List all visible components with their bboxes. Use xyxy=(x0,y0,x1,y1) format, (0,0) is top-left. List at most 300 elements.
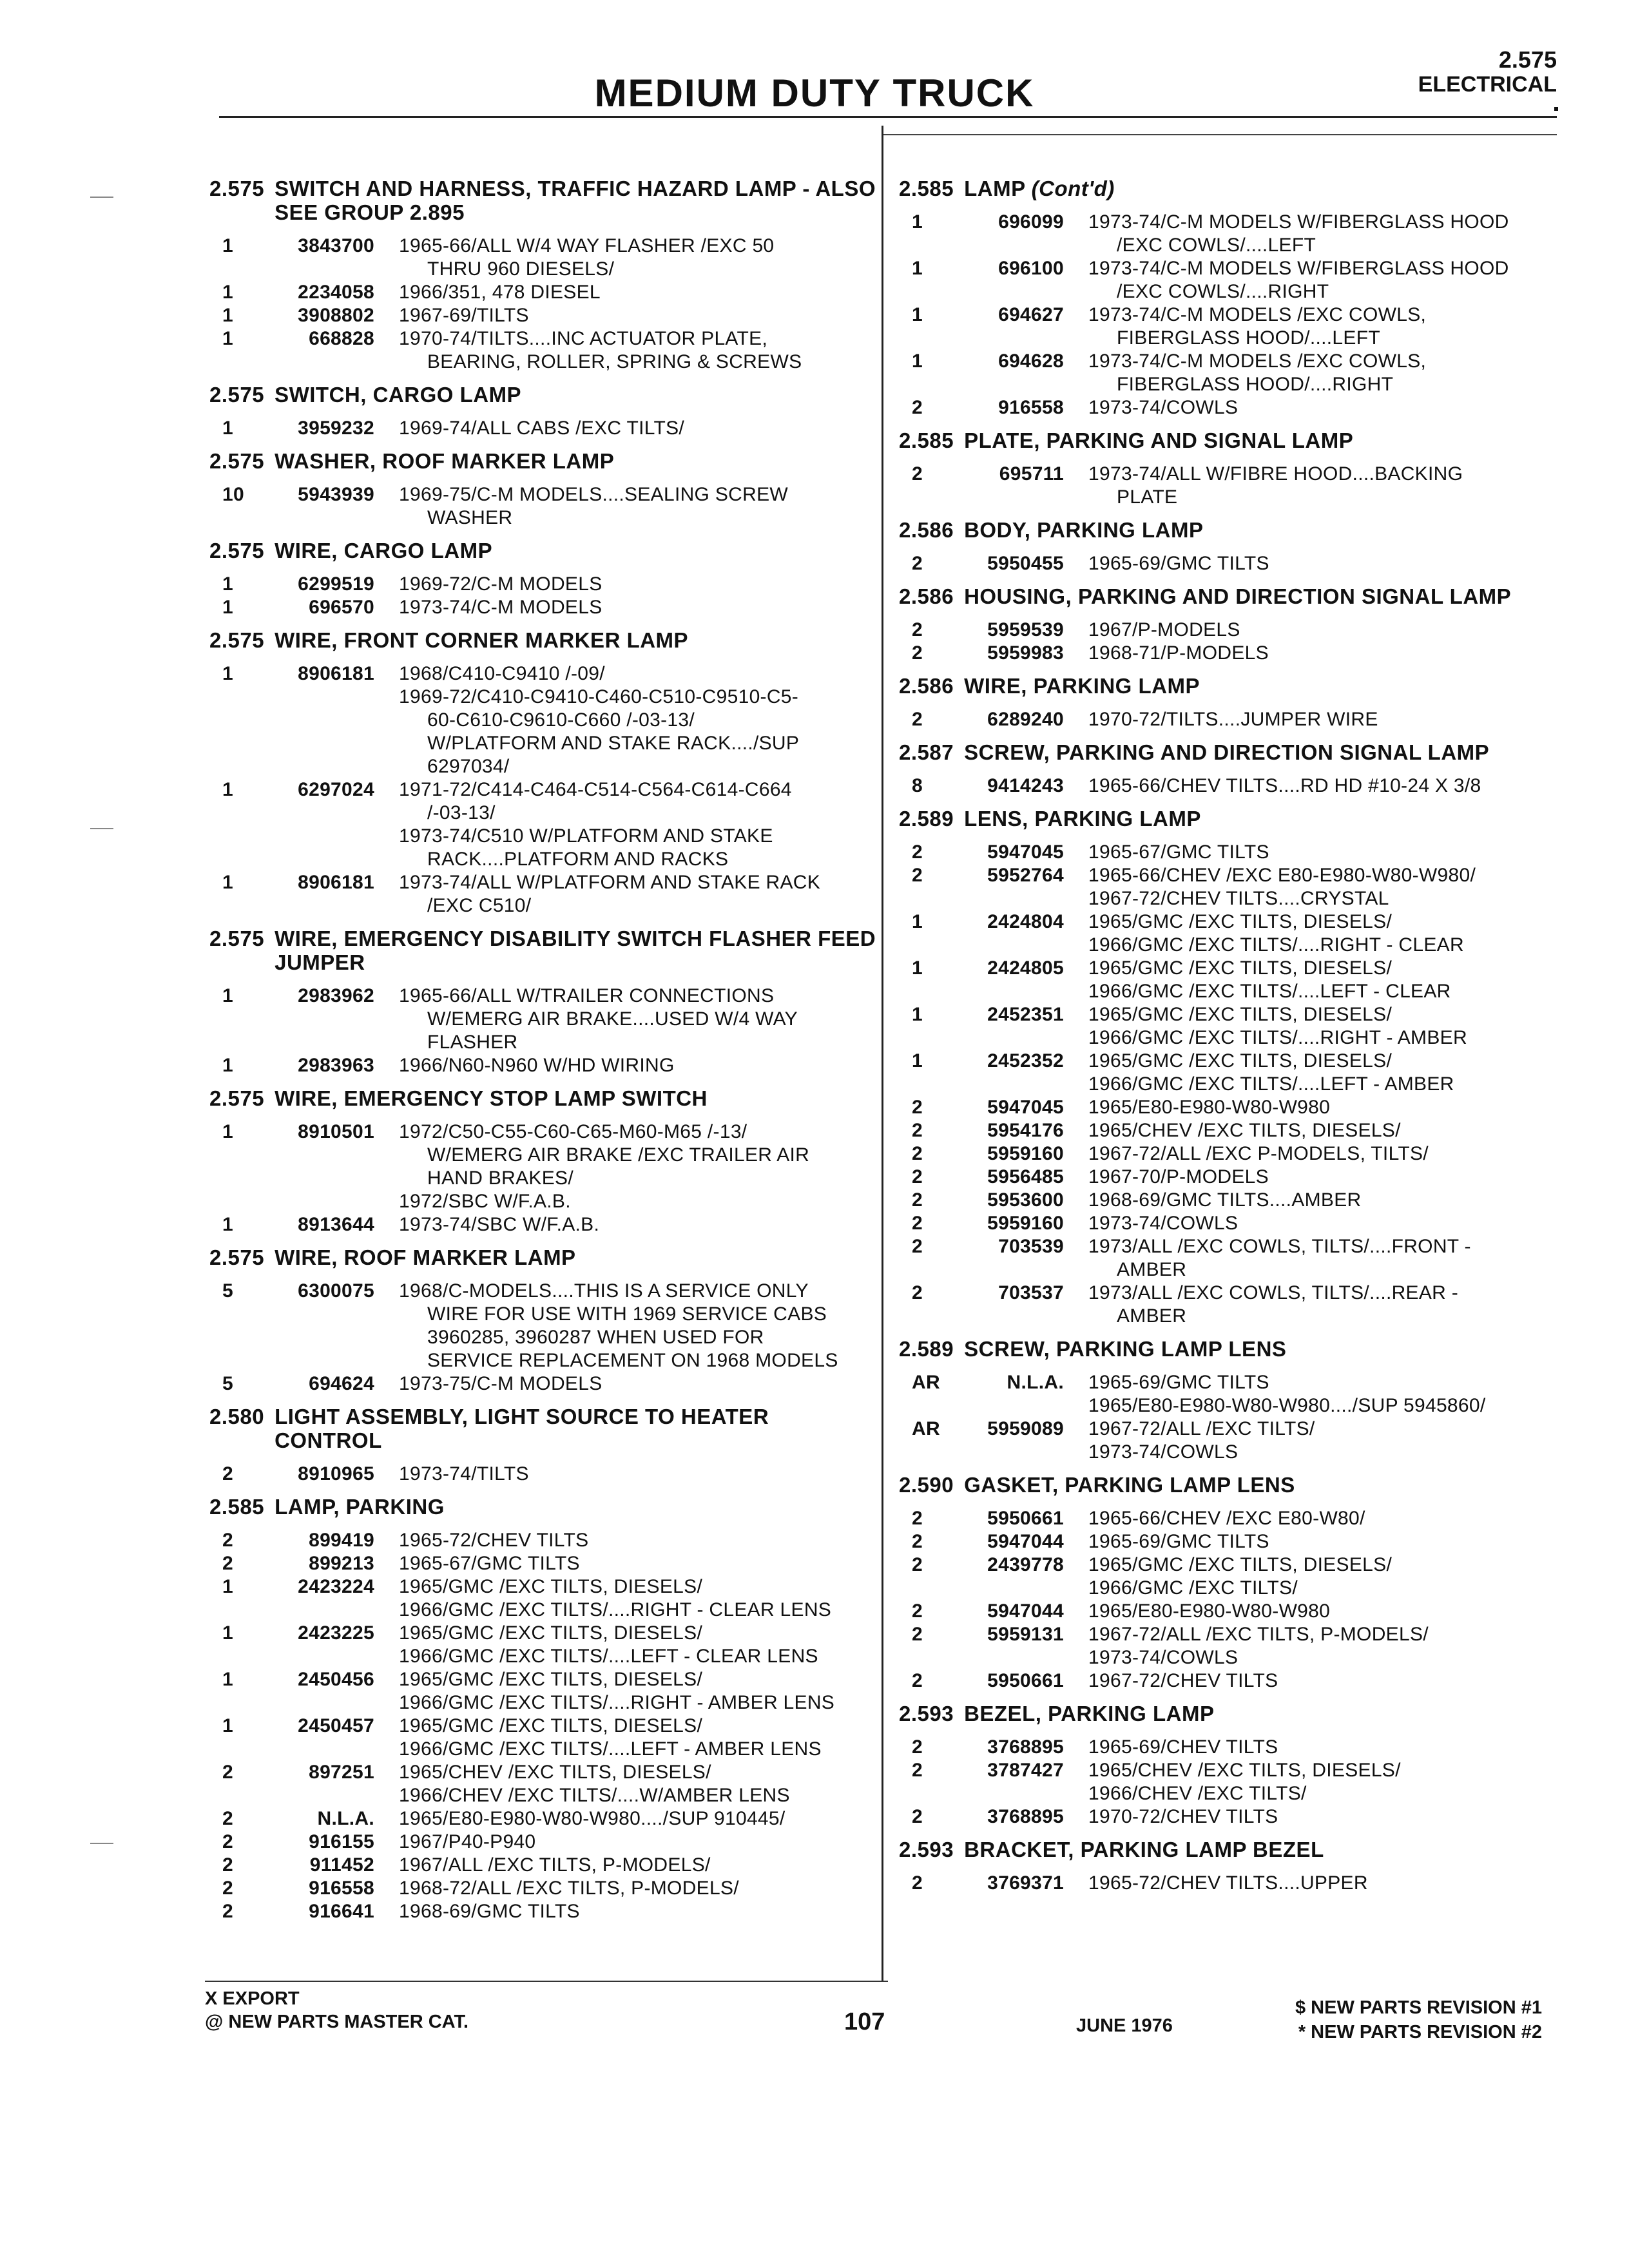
section-code: 2.575 xyxy=(209,1086,265,1110)
description-line: 1968-72/ALL /EXC TILTS, P-MODELS/ xyxy=(399,1878,739,1899)
part-number: 5953600 xyxy=(987,1189,1064,1211)
part-number: 3768895 xyxy=(987,1736,1064,1758)
margin-mark xyxy=(90,1843,113,1844)
quantity: 2 xyxy=(912,1166,923,1187)
section-title xyxy=(275,1245,880,1269)
section-title-continued: (Cont'd) xyxy=(1031,177,1115,200)
part-description xyxy=(399,304,880,327)
description-line: 1965-72/CHEV TILTS xyxy=(399,1530,589,1551)
part-row xyxy=(209,871,880,918)
section-heading xyxy=(209,1245,880,1269)
section-title xyxy=(964,518,1569,542)
part-description xyxy=(399,1900,880,1923)
description-line: 1967/P40-P940 xyxy=(399,1831,536,1852)
part-number: 916641 xyxy=(309,1901,374,1922)
part-row xyxy=(899,463,1569,509)
part-number: 5959131 xyxy=(987,1624,1064,1645)
description-line: 1970-72/CHEV TILTS xyxy=(1088,1806,1278,1827)
part-row xyxy=(209,1575,880,1622)
part-description xyxy=(399,1575,880,1622)
part-number: 2439778 xyxy=(987,1554,1064,1575)
part-description xyxy=(1088,552,1569,575)
description-line: 1973-74/ALL W/FIBRE HOOD....BACKING xyxy=(1088,463,1463,485)
part-row xyxy=(209,985,880,1054)
part-description xyxy=(1088,1050,1569,1096)
part-description xyxy=(399,596,880,619)
part-row xyxy=(209,1213,880,1236)
section-code: 2.589 xyxy=(899,807,954,831)
section-heading xyxy=(209,383,880,407)
description-line: 1965/GMC /EXC TILTS, DIESELS/ xyxy=(1088,957,1393,979)
part-description xyxy=(399,1831,880,1854)
description-line: 1965-66/ALL W/4 WAY FLASHER /EXC 50 xyxy=(399,235,775,256)
part-description xyxy=(1088,1530,1569,1553)
part-description xyxy=(399,1877,880,1900)
description-line: 1965-67/GMC TILTS xyxy=(1088,841,1269,863)
quantity: 1 xyxy=(912,304,923,325)
part-number: 5950661 xyxy=(987,1670,1064,1691)
publication-date: JUNE 1976 xyxy=(1076,2015,1173,2036)
section-title xyxy=(964,807,1569,831)
quantity: 2 xyxy=(222,1878,233,1899)
part-row xyxy=(899,1530,1569,1553)
part-description xyxy=(1088,1096,1569,1119)
description-line: THRU 960 DIESELS/ xyxy=(427,258,615,280)
description-line: 1966/CHEV /EXC TILTS/....W/AMBER LENS xyxy=(399,1785,790,1806)
part-description xyxy=(1088,1805,1569,1829)
description-line: 1966/GMC /EXC TILTS/....LEFT - CLEAR xyxy=(1088,981,1451,1002)
part-row xyxy=(209,1529,880,1552)
section-code: 2.575 xyxy=(209,177,265,200)
description-line: W/PLATFORM AND STAKE RACK..../SUP xyxy=(427,733,800,754)
part-row xyxy=(899,910,1569,957)
part-row xyxy=(899,1736,1569,1759)
quantity: 2 xyxy=(222,1463,233,1485)
part-number: 2424804 xyxy=(987,911,1064,932)
quantity: 5 xyxy=(222,1373,233,1394)
part-row xyxy=(899,1759,1569,1805)
part-number: 8910501 xyxy=(298,1121,374,1142)
description-line: 1973-74/COWLS xyxy=(1088,1441,1239,1463)
description-line: 1970-72/TILTS....JUMPER WIRE xyxy=(1088,709,1378,730)
description-line: 1967-72/ALL /EXC TILTS, P-MODELS/ xyxy=(1088,1624,1429,1645)
description-line: 1965/CHEV /EXC TILTS, DIESELS/ xyxy=(399,1762,711,1783)
description-line: 1965-69/GMC TILTS xyxy=(1088,553,1269,574)
section-title xyxy=(275,449,880,473)
description-line: FIBERGLASS HOOD/....RIGHT xyxy=(1117,374,1394,395)
quantity: 1 xyxy=(912,911,923,932)
description-line: /EXC C510/ xyxy=(427,895,532,916)
description-line: 1973-74/SBC W/F.A.B. xyxy=(399,1214,600,1235)
section-title-text: WIRE, CARGO LAMP xyxy=(275,539,493,562)
part-number: 5947045 xyxy=(987,841,1064,863)
quantity: 1 xyxy=(912,1050,923,1072)
part-number: 5956485 xyxy=(987,1166,1064,1187)
description-line: 1969-72/C410-C9410-C460-C510-C9510-C5- xyxy=(399,686,799,707)
part-description xyxy=(1088,1553,1569,1600)
quantity: 1 xyxy=(222,235,233,256)
part-description xyxy=(1088,303,1569,350)
part-row xyxy=(899,619,1569,642)
part-number: 5954176 xyxy=(987,1120,1064,1141)
description-line: 1967-70/P-MODELS xyxy=(1088,1166,1269,1187)
quantity: 1 xyxy=(222,1121,233,1142)
quantity: 1 xyxy=(222,597,233,618)
description-line: 1965-66/ALL W/TRAILER CONNECTIONS xyxy=(399,985,775,1006)
quantity: 1 xyxy=(222,1055,233,1076)
quantity: 10 xyxy=(222,484,244,505)
part-description xyxy=(1088,642,1569,665)
quantity: 2 xyxy=(912,619,923,640)
section-title xyxy=(275,927,880,974)
section-heading xyxy=(209,449,880,473)
part-number: 2423224 xyxy=(298,1576,374,1597)
quantity: 1 xyxy=(222,872,233,893)
section-code: 2.575 xyxy=(209,1245,265,1269)
section-title-text: PLATE, PARKING AND SIGNAL LAMP xyxy=(964,428,1354,452)
description-line: 3960285, 3960287 WHEN USED FOR xyxy=(427,1327,764,1348)
section-title xyxy=(275,1086,880,1110)
part-row xyxy=(209,1807,880,1831)
section-title-text: LIGHT ASSEMBLY, LIGHT SOURCE TO HEATER CONTROL xyxy=(275,1405,769,1452)
quantity: 8 xyxy=(912,775,923,796)
section-code: 2.585 xyxy=(899,428,954,452)
section-code: 2.575 xyxy=(209,539,265,562)
part-description xyxy=(1088,1600,1569,1623)
description-line: 1972/C50-C55-C60-C65-M60-M65 /-13/ xyxy=(399,1121,747,1142)
description-line: 6297034/ xyxy=(427,756,510,777)
quantity: 2 xyxy=(912,1806,923,1827)
section-code: 2.575 xyxy=(209,628,265,652)
description-line: 1965/CHEV /EXC TILTS, DIESELS/ xyxy=(1088,1120,1401,1141)
part-description xyxy=(399,1120,880,1213)
part-number: 6289240 xyxy=(987,709,1064,730)
part-number: 8906181 xyxy=(298,872,374,893)
section-title xyxy=(964,1473,1569,1497)
quantity: 2 xyxy=(222,1762,233,1783)
quantity: 2 xyxy=(912,841,923,863)
footer-rule xyxy=(205,1981,888,1982)
part-number: 703537 xyxy=(998,1282,1064,1303)
section-title-text: BRACKET, PARKING LAMP BEZEL xyxy=(964,1838,1324,1861)
part-description xyxy=(399,327,880,374)
quantity: 1 xyxy=(222,282,233,303)
part-row xyxy=(209,1622,880,1668)
section-heading xyxy=(899,584,1569,608)
part-row xyxy=(899,396,1569,419)
quantity: 2 xyxy=(222,1530,233,1551)
part-number: 3768895 xyxy=(987,1806,1064,1827)
section-heading xyxy=(209,628,880,652)
description-line: HAND BRAKES/ xyxy=(427,1168,574,1189)
description-line: 1969-75/C-M MODELS....SEALING SCREW xyxy=(399,484,788,505)
quantity: 1 xyxy=(222,573,233,595)
description-line: 1966/GMC /EXC TILTS/....LEFT - AMBER xyxy=(1088,1073,1454,1095)
section-heading xyxy=(209,177,880,224)
part-number: 8913644 xyxy=(298,1214,374,1235)
part-description xyxy=(399,1668,880,1715)
quantity: 2 xyxy=(912,1531,923,1552)
section-code: 2.590 xyxy=(899,1473,954,1497)
description-line: 1966/GMC /EXC TILTS/ xyxy=(1088,1577,1298,1599)
part-row xyxy=(209,327,880,374)
description-line: 1965/GMC /EXC TILTS, DIESELS/ xyxy=(1088,1050,1393,1072)
part-row xyxy=(899,1212,1569,1235)
part-description xyxy=(1088,1418,1569,1464)
part-number: 899213 xyxy=(309,1553,374,1574)
description-line: 60-C610-C9610-C660 /-03-13/ xyxy=(427,709,695,731)
section-title xyxy=(275,539,880,562)
description-line: 1965-69/GMC TILTS xyxy=(1088,1531,1269,1552)
section-title-text: HOUSING, PARKING AND DIRECTION SIGNAL LAMP xyxy=(964,584,1512,608)
quantity: 1 xyxy=(912,211,923,233)
description-line: 1965/E80-E980-W80-W980 xyxy=(1088,1097,1331,1118)
part-row xyxy=(209,1463,880,1486)
part-number: 5952764 xyxy=(987,865,1064,886)
part-description xyxy=(399,778,880,871)
part-row xyxy=(209,573,880,596)
section-title xyxy=(275,1495,880,1519)
part-row xyxy=(209,1715,880,1761)
legend-master-catalog: @ NEW PARTS MASTER CAT. xyxy=(205,2012,469,2032)
part-description xyxy=(399,1552,880,1575)
section-code: 2.575 xyxy=(209,927,265,950)
part-description xyxy=(1088,1669,1569,1693)
section-title xyxy=(275,1405,880,1452)
description-line: 1965/E80-E980-W80-W980 xyxy=(1088,1600,1331,1622)
part-number: 5959160 xyxy=(987,1213,1064,1234)
quantity: 2 xyxy=(222,1831,233,1852)
part-number: 668828 xyxy=(309,328,374,349)
description-line: /EXC COWLS/....RIGHT xyxy=(1117,281,1329,302)
description-line: SERVICE REPLACEMENT ON 1968 MODELS xyxy=(427,1350,838,1371)
legend-revision-1: $ NEW PARTS REVISION #1 xyxy=(1295,1997,1542,2018)
part-row xyxy=(209,778,880,871)
quantity: 2 xyxy=(912,1760,923,1781)
part-description xyxy=(1088,774,1569,798)
part-number: 696570 xyxy=(309,597,374,618)
part-description xyxy=(1088,1736,1569,1759)
quantity: 2 xyxy=(912,1097,923,1118)
quantity: 2 xyxy=(222,1808,233,1829)
description-line: 1966/351, 478 DIESEL xyxy=(399,282,601,303)
part-row xyxy=(899,257,1569,303)
description-line: WIRE FOR USE WITH 1969 SERVICE CABS xyxy=(427,1303,827,1325)
section-title-text: SCREW, PARKING LAMP LENS xyxy=(964,1337,1287,1361)
quantity: 2 xyxy=(912,1189,923,1211)
part-number: 2983963 xyxy=(298,1055,374,1076)
description-line: 1965/CHEV /EXC TILTS, DIESELS/ xyxy=(1088,1760,1401,1781)
quantity: 2 xyxy=(912,1282,923,1303)
category-label: ELECTRICAL xyxy=(1418,72,1557,97)
description-line: /EXC COWLS/....LEFT xyxy=(1117,235,1316,256)
description-line: 1973-74/TILTS xyxy=(399,1463,529,1485)
quantity: 2 xyxy=(222,1854,233,1876)
description-line: 1965/GMC /EXC TILTS, DIESELS/ xyxy=(399,1669,703,1690)
part-row xyxy=(899,1166,1569,1189)
part-number: 703539 xyxy=(998,1236,1064,1257)
section-heading xyxy=(899,1337,1569,1361)
description-line: 1965-66/CHEV TILTS....RD HD #10-24 X 3/8 xyxy=(1088,775,1481,796)
description-line: 1966/GMC /EXC TILTS/....RIGHT - AMBER xyxy=(1088,1027,1467,1048)
part-row xyxy=(209,235,880,281)
section-code: 2.575 xyxy=(209,383,265,407)
part-description xyxy=(399,1622,880,1668)
description-line: 1973/ALL /EXC COWLS, TILTS/....REAR - xyxy=(1088,1282,1459,1303)
part-row xyxy=(899,1119,1569,1142)
section-code: 2.593 xyxy=(899,1702,954,1725)
description-line: W/EMERG AIR BRAKE /EXC TRAILER AIR xyxy=(427,1144,810,1166)
part-number: 2452352 xyxy=(987,1050,1064,1072)
description-line: 1965-69/CHEV TILTS xyxy=(1088,1736,1278,1758)
description-line: 1965/GMC /EXC TILTS, DIESELS/ xyxy=(399,1622,703,1644)
quantity: 1 xyxy=(222,779,233,800)
description-line: 1966/GMC /EXC TILTS/....RIGHT - CLEAR LENS xyxy=(399,1599,832,1620)
section-title-text: GASKET, PARKING LAMP LENS xyxy=(964,1473,1295,1497)
description-line: 1968-69/GMC TILTS....AMBER xyxy=(1088,1189,1362,1211)
description-line: 1971-72/C414-C464-C514-C564-C614-C664 xyxy=(399,779,792,800)
description-line: 1966/GMC /EXC TILTS/....RIGHT - AMBER LENS xyxy=(399,1692,835,1713)
part-row xyxy=(899,1507,1569,1530)
part-number: 696100 xyxy=(998,258,1064,279)
description-line: 1973-74/C510 W/PLATFORM AND STAKE xyxy=(399,825,773,847)
part-row xyxy=(899,1189,1569,1212)
part-number: 6297024 xyxy=(298,779,374,800)
description-line: 1968/C410-C9410 /-09/ xyxy=(399,663,605,684)
part-row xyxy=(209,1854,880,1877)
description-line: 1968-71/P-MODELS xyxy=(1088,642,1269,664)
quantity: 2 xyxy=(912,1736,923,1758)
description-line: 1973-74/COWLS xyxy=(1088,1647,1239,1668)
quantity: 2 xyxy=(222,1553,233,1574)
section-code: 2.593 xyxy=(899,1838,954,1861)
part-number: 2452351 xyxy=(987,1004,1064,1025)
quantity: 2 xyxy=(912,1554,923,1575)
section-title-text: BODY, PARKING LAMP xyxy=(964,518,1204,542)
description-line: 1965/E80-E980-W80-W980..../SUP 910445/ xyxy=(399,1808,786,1829)
part-number: 5950661 xyxy=(987,1508,1064,1529)
legend-export: X EXPORT xyxy=(205,1988,300,2009)
part-row xyxy=(209,662,880,778)
section-title-text: LAMP xyxy=(964,177,1025,200)
description-line: 1965/GMC /EXC TILTS, DIESELS/ xyxy=(1088,1004,1393,1025)
section-heading xyxy=(899,1473,1569,1497)
part-number: 5950455 xyxy=(987,553,1064,574)
description-line: 1968/C-MODELS....THIS IS A SERVICE ONLY xyxy=(399,1280,809,1302)
part-description xyxy=(1088,1166,1569,1189)
section-title xyxy=(964,177,1569,200)
part-row xyxy=(899,552,1569,575)
part-description xyxy=(1088,1212,1569,1235)
description-line: FIBERGLASS HOOD/....LEFT xyxy=(1117,327,1380,349)
part-number: 8906181 xyxy=(298,663,374,684)
description-line: 1970-74/TILTS....INC ACTUATOR PLATE, xyxy=(399,328,768,349)
part-row xyxy=(209,1280,880,1372)
part-row xyxy=(899,1418,1569,1464)
part-row xyxy=(899,1872,1569,1895)
quantity: 2 xyxy=(912,463,923,485)
quantity: 1 xyxy=(222,418,233,439)
description-line: PLATE xyxy=(1117,486,1178,508)
description-line: 1965/E80-E980-W80-W980..../SUP 5945860/ xyxy=(1088,1395,1486,1416)
description-line: 1967/P-MODELS xyxy=(1088,619,1240,640)
section-title xyxy=(964,1838,1569,1861)
section-title-text: WIRE, PARKING LAMP xyxy=(964,674,1200,698)
section-title-text: LAMP, PARKING xyxy=(275,1495,445,1519)
page-number: 107 xyxy=(844,2008,885,2035)
description-line: 1966/GMC /EXC TILTS/....LEFT - CLEAR LENS xyxy=(399,1646,818,1667)
description-line: FLASHER xyxy=(427,1032,518,1053)
part-description xyxy=(1088,211,1569,257)
section-number: 2.575 xyxy=(1498,46,1557,73)
part-description xyxy=(399,1372,880,1396)
description-line: 1973-74/C-M MODELS xyxy=(399,597,602,618)
part-row xyxy=(899,864,1569,910)
part-description xyxy=(1088,1872,1569,1895)
part-row xyxy=(899,1623,1569,1669)
left-column xyxy=(209,168,880,1923)
part-row xyxy=(899,1096,1569,1119)
header-dot xyxy=(1554,107,1558,111)
part-description xyxy=(1088,350,1569,396)
description-line: 1967-72/CHEV TILTS xyxy=(1088,1670,1278,1691)
quantity: 1 xyxy=(222,1622,233,1644)
part-number: 3843700 xyxy=(298,235,374,256)
quantity: AR xyxy=(912,1372,940,1393)
part-number: 5959160 xyxy=(987,1143,1064,1164)
part-row xyxy=(899,1669,1569,1693)
part-description xyxy=(1088,1119,1569,1142)
description-line: 1965-72/CHEV TILTS....UPPER xyxy=(1088,1872,1368,1894)
part-description xyxy=(1088,1371,1569,1418)
part-row xyxy=(899,1805,1569,1829)
part-description xyxy=(1088,708,1569,731)
part-number: 3959232 xyxy=(298,418,374,439)
part-row xyxy=(209,596,880,619)
margin-mark xyxy=(90,828,113,829)
quantity: 2 xyxy=(222,1901,233,1922)
description-line: 1965/GMC /EXC TILTS, DIESELS/ xyxy=(399,1715,703,1736)
section-title xyxy=(964,584,1569,608)
quantity: AR xyxy=(912,1418,940,1439)
section-heading xyxy=(209,1495,880,1519)
part-number: 9414243 xyxy=(987,775,1064,796)
part-description xyxy=(399,985,880,1054)
section-title xyxy=(964,1337,1569,1361)
description-line: 1973-74/C-M MODELS W/FIBERGLASS HOOD xyxy=(1088,211,1509,233)
part-row xyxy=(209,1761,880,1807)
section-title xyxy=(964,428,1569,452)
section-title-text: WIRE, ROOF MARKER LAMP xyxy=(275,1245,576,1269)
description-line: 1966/GMC /EXC TILTS/....LEFT - AMBER LENS xyxy=(399,1738,822,1760)
quantity: 1 xyxy=(912,351,923,372)
description-line: 1965/GMC /EXC TILTS, DIESELS/ xyxy=(1088,911,1393,932)
quantity: 1 xyxy=(222,663,233,684)
part-row xyxy=(209,1372,880,1396)
part-row xyxy=(899,708,1569,731)
part-description xyxy=(1088,396,1569,419)
part-row xyxy=(209,1668,880,1715)
part-row xyxy=(899,957,1569,1003)
description-line: 1965-66/CHEV /EXC E80-W80/ xyxy=(1088,1508,1365,1529)
description-line: 1965-67/GMC TILTS xyxy=(399,1553,580,1574)
description-line: 1973-74/COWLS xyxy=(1088,1213,1239,1234)
description-line: AMBER xyxy=(1117,1305,1187,1327)
section-title-text: BEZEL, PARKING LAMP xyxy=(964,1702,1215,1725)
section-heading xyxy=(899,518,1569,542)
part-number: 5959089 xyxy=(987,1418,1064,1439)
section-title-text: WASHER, ROOF MARKER LAMP xyxy=(275,449,615,473)
